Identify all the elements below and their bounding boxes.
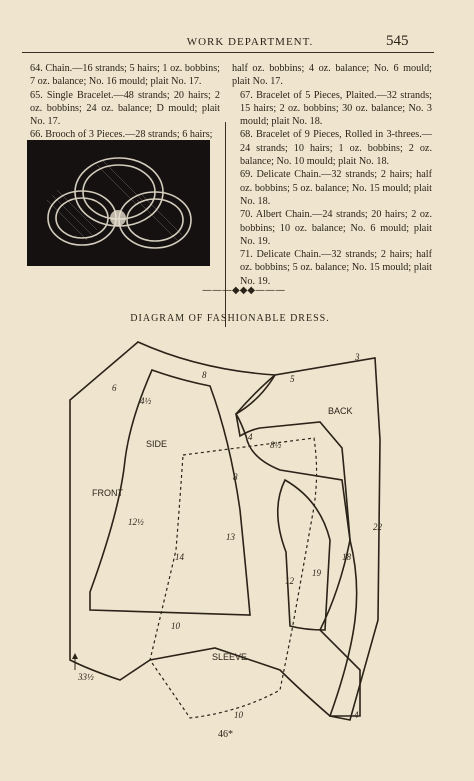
sleeve-label: SLEEVE. [212, 652, 250, 662]
page-number: 545 [386, 33, 409, 49]
measure-12-half: 12½ [128, 517, 144, 527]
back-label: BACK [328, 406, 353, 416]
entry-71: 71. Delicate Chain.—32 strands; 2 hairs; half oz. bobbins; 5 oz. balance; No. 15 mould; plait No. 19. [240, 249, 432, 287]
measure-4-lower: 4 [354, 710, 359, 720]
back-piece-outline [236, 358, 380, 720]
measure-14: 14 [175, 552, 184, 562]
front-label: FRONT [92, 488, 123, 498]
brooch-illustration [27, 140, 210, 266]
entry-66: 66. Brooch of 3 Pieces.—28 strands; 6 hairs; [30, 129, 213, 141]
measure-6: 6 [112, 383, 117, 393]
header-rule [22, 52, 434, 53]
page-header: WORK DEPARTMENT. [186, 36, 314, 48]
signature-mark: 46* [218, 729, 233, 740]
measure-10-lower: 10 [234, 710, 243, 720]
section-ornament: ———◆◆◆——— [202, 285, 286, 296]
side-label: SIDE [146, 439, 168, 449]
brooch-engraving [27, 140, 210, 266]
measure-19: 19 [312, 568, 321, 578]
entry-68: 68. Bracelet of 9 Pieces, Rolled in 3-threes.—24 strands; 10 hairs; 1 oz. bobbins; 2 oz. balance; No. 10 mould; plait No. 18. [240, 129, 432, 168]
measure-12: 12 [285, 576, 294, 586]
dress-pattern-diagram [50, 330, 410, 730]
entry-65: 65. Single Bracelet.—48 strands; 20 hairs; 2 oz. bobbins; 24 oz. balance; D mould; plait No. 17. [30, 89, 220, 128]
left-column [22, 62, 220, 142]
entry-64: 64. Chain.—16 strands; 5 hairs; 1 oz. bobbins; 7 oz. balance; No. 16 mould; plait No. 17. [30, 63, 220, 88]
entry-67: 67. Bracelet of 5 Pieces, Plaited.—32 strands; 15 hairs; 2 oz. bobbins; 30 oz. balance; No. 3 mould; plait No. 18. [240, 89, 432, 128]
diagram-title: DIAGRAM OF FASHIONABLE DRESS. [130, 313, 330, 324]
entry-66-continued: half oz. bobbins; 4 oz. balance; No. 6 mould; plait No. 17. [232, 63, 432, 88]
entry-70: 70. Albert Chain.—24 strands; 20 hairs; 2 oz. bobbins; 10 oz. balance; No. 6 mould; plait No. 19. [240, 209, 432, 247]
measure-3: 3 [355, 352, 360, 362]
column-divider [225, 122, 226, 327]
measure-13: 13 [226, 532, 235, 542]
measure-4: 4 [248, 432, 253, 442]
right-column [232, 62, 432, 288]
measure-4-half: 4½ [140, 396, 152, 406]
measure-18: 18 [342, 552, 351, 562]
measure-8-half: 8½ [270, 440, 282, 450]
measure-33-half: 33½ [78, 672, 94, 682]
entry-69: 69. Delicate Chain.—32 strands; 2 hairs; half oz. bobbins; 5 oz. balance; No. 15 mould; plait No. 18. [240, 169, 432, 207]
measure-10-upper: 10 [171, 621, 180, 631]
measure-8: 8 [202, 370, 207, 380]
measure-8-upper: 8 [233, 472, 238, 482]
measure-5: 5 [290, 374, 295, 384]
measure-22: 22 [373, 522, 382, 532]
center-back-panel [278, 480, 330, 630]
